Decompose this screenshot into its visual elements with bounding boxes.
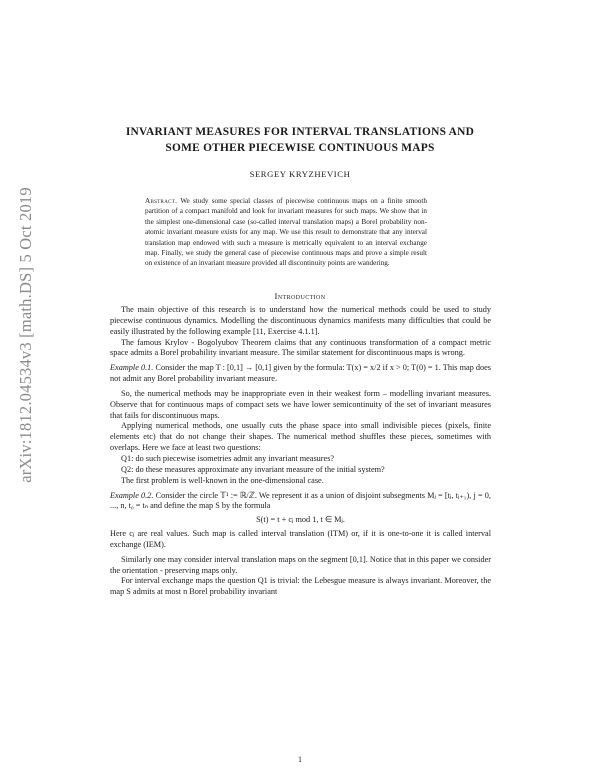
author: SERGEY KRYZHEVICH [249,169,351,179]
paragraph-6: Here cⱼ are real values. Such map is called interval translation (ITM) or, if it is one-to-one it is called interval exchange (IEM). [110,529,491,549]
paragraph-2: The famous Krylov - Bogolyubov Theorem claims that any continuous transformation of a compact metric space admits a Borel probability invariant measure. The similar statement for discontinuous maps is wrong. [110,337,491,358]
title-line-1: INVARIANT MEASURES FOR INTERVAL TRANSLATIONS AND [125,126,475,138]
arxiv-identifier-text: arXiv:1812.04534v3 [math.DS] 5 Oct 2019 [16,187,36,483]
question-2: Q2: do these measures approximate any invariant measure of the initial system? [121,464,385,474]
body-text [110,305,491,598]
title-line-2: SOME OTHER PIECEWISE CONTINUOUS MAPS [165,142,435,154]
paragraph-3: So, the numerical methods may be inappropriate even in their weakest form – modelling invariant measures. Observe that for continuous maps of compact sets we have lower semicontinuity of the set of invariant measures that fails for discontinuous maps. [110,388,491,420]
equation: S(t) = t + cⱼ mod 1, t ∈ Mⱼ. [256,515,345,525]
page-number: 1 [298,755,302,764]
arxiv-identifier [12,30,40,640]
paragraph-5: The first problem is well-known in the one-dimensional case. [121,475,324,485]
question-1: Q1: do such piecewise isometries admit any invariant measures? [121,453,335,463]
paragraph-4: Applying numerical methods, one usually cuts the phase space into small indivisible pieces (pixels, finite elements etc) that do not change their shapes. The numerical method shuffles these pieces, sometimes with overlaps. Here we face at least two questions: [110,421,491,453]
example-0-1-label: Example 0.1. [110,363,154,373]
example-0-2-text: Consider the circle 𝕋¹ := ℝ/ℤ. We represent it as a union of disjoint subsegments Mⱼ = [tⱼ, tⱼ₊₁), j = 0, ..., n, t₀ = tₙ and define the map S by the formula [110,490,491,511]
example-0-2-label: Example 0.2. [110,490,154,500]
paragraph-1: The main objective of this research is to understand how the numerical methods could be used to study piecewise continuous dynamics. Modelling the discontinuous dynamics manifests many difficulties that could be easily illustrated by the following example [11, Exercise 4.1.1]. [110,305,491,336]
abstract-text: We study some special classes of piecewise continuous maps on a finite smooth partition of a compact manifold and look for invariant measures for such maps. We show that in the simplest one-dimensional case (so-called interval translation maps) a Borel probability non-atomic invariant measure exists for any map. We use this result to demonstrate that any interval translation map endowed with such a measure is metrically equivalent to an interval exchange map. Finally, we study the general case of piecewise continuous maps and prove a simple result on existence of an invariant measure provided all discontinuity points are wandering. [145,197,427,268]
abstract [145,196,427,269]
section-title-introduction: Introduction [274,291,326,301]
example-0-1-text: Consider the map T : [0,1] → [0,1] given by the formula: T(x) = x/2 if x > 0; T(0) = 1. This map does not admit any Borel probability invariant measure. [110,363,492,384]
paper-title [100,124,500,156]
example-0-2 [110,491,491,513]
example-0-1 [110,363,491,385]
abstract-label: Abstract. [145,197,178,205]
paragraph-7: Similarly one may consider interval translation maps on the segment [0,1]. Notice that in this paper we consider the orientation - preserving maps only. [110,554,491,575]
paragraph-8: For interval exchange maps the question Q1 is trivial: the Lebesgue measure is always invariant. Moreover, the map S admits at most n Borel probability invariant [110,576,491,597]
